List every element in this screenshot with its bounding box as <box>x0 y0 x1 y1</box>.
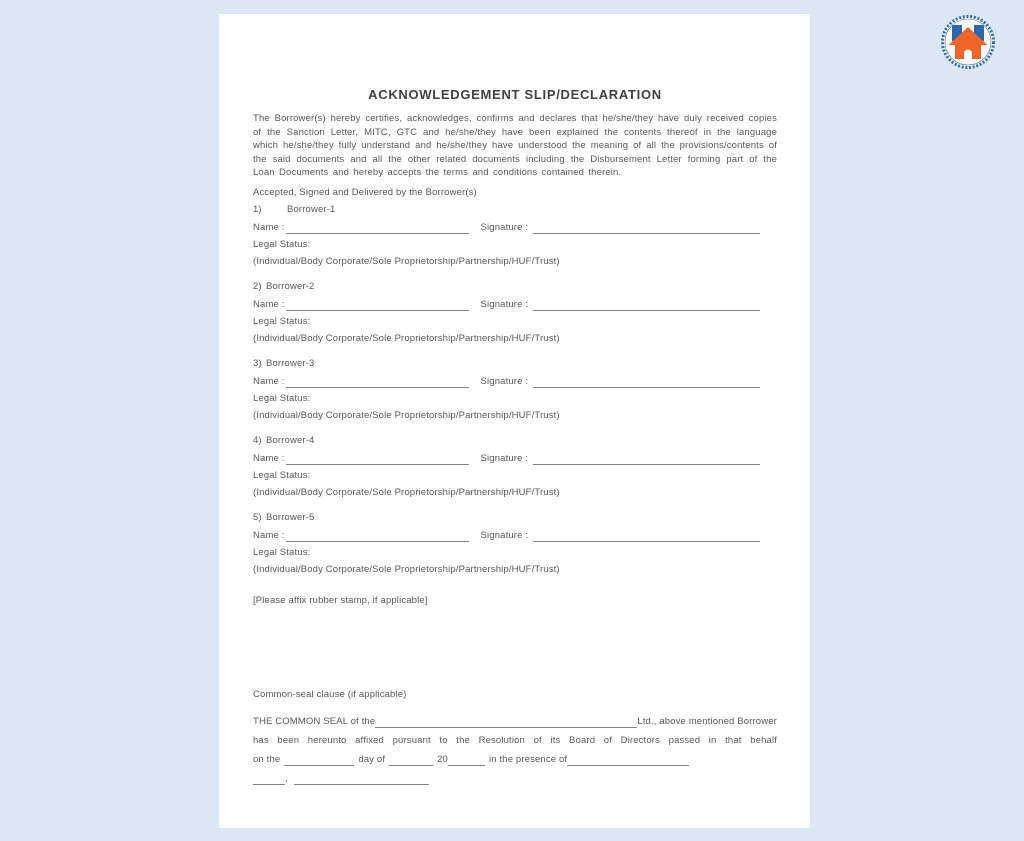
name-label: Name : <box>253 375 285 387</box>
borrower-heading <box>253 280 777 293</box>
name-label: Name : <box>253 298 285 310</box>
signature-blank-line <box>533 531 760 542</box>
month-blank-line <box>389 755 433 766</box>
legal-status-options: (Individual/Body Corporate/Sole Proprietorship/Partnership/HUF/Trust) <box>253 486 560 498</box>
accepted-line: Accepted, Signed and Delivered by the Borrower(s) <box>253 186 477 198</box>
borrower-number: 1) <box>253 203 262 215</box>
borrower-section-5 <box>253 511 777 576</box>
borrower-number: 2) <box>253 280 262 292</box>
common-seal-line-4 <box>253 772 777 785</box>
borrower-number: 4) <box>253 434 262 446</box>
borrower-heading <box>253 434 777 447</box>
name-signature-row <box>253 375 777 388</box>
day-blank-line <box>284 755 354 766</box>
day-of-label: day of <box>358 753 386 765</box>
name-signature-row <box>253 529 777 542</box>
borrower-number: 3) <box>253 357 262 369</box>
common-seal-heading: Common-seal clause (if applicable) <box>253 688 407 700</box>
legal-status-options: (Individual/Body Corporate/Sole Proprietorship/Partnership/HUF/Trust) <box>253 332 560 344</box>
borrower-heading <box>253 511 777 524</box>
common-seal-suffix: Ltd., above mentioned Borrower <box>637 715 777 727</box>
year-prefix-label: 20 <box>437 753 448 765</box>
common-seal-line-2: has been hereunto affixed pursuant to the Resolution of its Board of Directors passed in that behalf <box>253 734 777 746</box>
legal-status-label: Legal Status: <box>253 546 311 558</box>
signature-label: Signature : <box>480 221 529 233</box>
name-label: Name : <box>253 529 285 541</box>
legal-status-label: Legal Status: <box>253 469 311 481</box>
witness-blank-line-1 <box>567 755 689 766</box>
declaration-paragraph: The Borrower(s) hereby certifies, acknowledges, confirms and declares that he/she/they have duly received copies of the Sanction Letter, MITC, GTC and he/she/they have been explained the contents thereof in the language which he/she/they fully understand and he/she/they have understood the meaning of all the provisions/contents of the said documents and all the other related documents including the Disbursement Letter forming part of the Loan Documents and hereby accepts the terms and conditions contained therein. <box>253 113 777 178</box>
borrower-label: Borrower-3 <box>266 357 315 369</box>
borrower-section-2 <box>253 280 777 345</box>
legal-status-label: Legal Status: <box>253 315 311 327</box>
comma-separator: , <box>285 772 288 784</box>
borrower-section-4 <box>253 434 777 499</box>
borrower-section-1 <box>253 203 777 268</box>
name-blank-line <box>286 300 469 311</box>
common-seal-prefix: THE COMMON SEAL of the <box>253 715 376 727</box>
legal-status-options: (Individual/Body Corporate/Sole Proprietorship/Partnership/HUF/Trust) <box>253 563 560 575</box>
borrower-heading <box>253 203 777 216</box>
witness-blank-line-3 <box>294 774 429 785</box>
legal-status-label: Legal Status: <box>253 238 311 250</box>
name-label: Name : <box>253 221 285 233</box>
borrower-label: Borrower-1 <box>287 203 336 215</box>
signature-label: Signature : <box>480 529 529 541</box>
borrower-label: Borrower-2 <box>266 280 315 292</box>
document-content <box>253 14 777 828</box>
legal-status-options: (Individual/Body Corporate/Sole Proprietorship/Partnership/HUF/Trust) <box>253 255 560 267</box>
signature-label: Signature : <box>480 298 529 310</box>
borrower-heading <box>253 357 777 370</box>
company-name-blank-line <box>375 717 637 728</box>
borrower-section-3 <box>253 357 777 422</box>
signature-blank-line <box>533 377 760 388</box>
name-signature-row <box>253 221 777 234</box>
document-page <box>219 14 810 828</box>
name-blank-line <box>286 377 469 388</box>
rubber-stamp-note: [Please affix rubber stamp, if applicable] <box>253 594 428 606</box>
year-blank-line <box>448 755 485 766</box>
presence-label: in the presence of <box>488 753 568 765</box>
legal-status-label: Legal Status: <box>253 392 311 404</box>
common-seal-line-1 <box>253 715 777 728</box>
on-the-label: on the <box>253 753 281 765</box>
name-signature-row <box>253 452 777 465</box>
name-blank-line <box>286 531 469 542</box>
borrower-label: Borrower-5 <box>266 511 315 523</box>
signature-blank-line <box>533 300 760 311</box>
witness-blank-line-2 <box>253 774 285 785</box>
name-blank-line <box>286 223 469 234</box>
legal-status-options: (Individual/Body Corporate/Sole Proprietorship/Partnership/HUF/Trust) <box>253 409 560 421</box>
house-logo-icon <box>938 12 998 72</box>
signature-label: Signature : <box>480 452 529 464</box>
borrower-label: Borrower-4 <box>266 434 315 446</box>
name-label: Name : <box>253 452 285 464</box>
signature-blank-line <box>533 454 760 465</box>
signature-blank-line <box>533 223 760 234</box>
name-signature-row <box>253 298 777 311</box>
borrower-number: 5) <box>253 511 262 523</box>
document-title: ACKNOWLEDGEMENT SLIP/DECLARATION <box>368 87 662 102</box>
signature-label: Signature : <box>480 375 529 387</box>
name-blank-line <box>286 454 469 465</box>
common-seal-line-3 <box>253 753 777 766</box>
